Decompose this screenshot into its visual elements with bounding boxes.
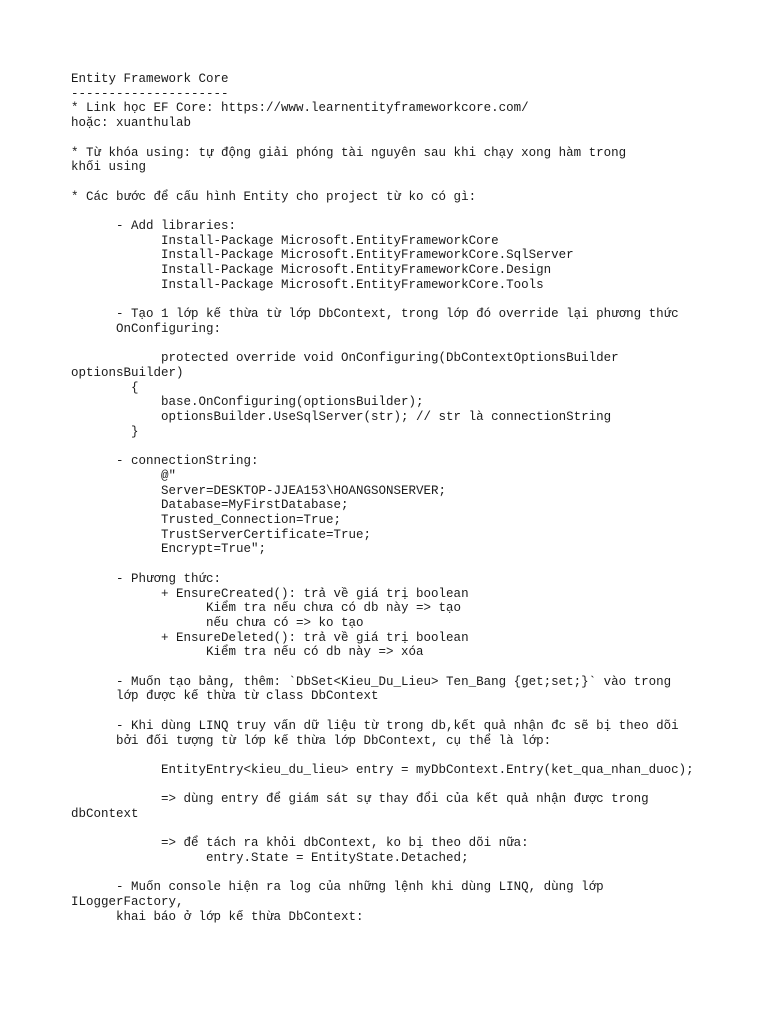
document-line — [71, 440, 751, 455]
document-line — [71, 293, 751, 308]
document-line: Kiểm tra nếu chưa có db này => tạo — [71, 601, 462, 616]
document-line: optionsBuilder) — [71, 365, 184, 380]
document-line: + EnsureDeleted(): trả về giá trị boolean — [71, 630, 469, 645]
document-line — [71, 175, 751, 190]
document-line: lớp được kế thừa từ class DbContext — [71, 689, 379, 704]
document-line — [71, 557, 751, 572]
document-line: * Từ khóa using: tự động giải phóng tài nguyên sau khi chạy xong hàm trong — [71, 145, 627, 160]
document-line — [71, 337, 751, 352]
document-line: Kiểm tra nếu có db này => xóa — [71, 645, 424, 660]
document-line: @" — [71, 468, 177, 483]
document-line: Install-Package Microsoft.EntityFrameworkCore.Tools — [71, 277, 544, 292]
document-line: => để tách ra khỏi dbContext, ko bị theo dõi nữa: — [71, 836, 529, 851]
document-line — [71, 748, 751, 763]
document-line: khai báo ở lớp kế thừa DbContext: — [71, 909, 364, 924]
document-line — [71, 660, 751, 675]
document-line: => dùng entry để giám sát sự thay đổi của kết quả nhận được trong — [71, 792, 649, 807]
document-line: khối using — [71, 160, 147, 175]
document-line: - connectionString: — [71, 454, 259, 469]
document-line: Entity Framework Core — [71, 72, 229, 86]
document-line: Install-Package Microsoft.EntityFrameworkCore — [71, 233, 499, 248]
document-line: - Tạo 1 lớp kế thừa từ lớp DbContext, trong lớp đó override lại phương thức — [71, 307, 679, 322]
document-line: - Khi dùng LINQ truy vấn dữ liệu từ trong db,kết quả nhận đc sẽ bị theo dõi — [71, 718, 679, 733]
document-line: protected override void OnConfiguring(DbContextOptionsBuilder — [71, 351, 619, 366]
document-line: TrustServerCertificate=True; — [71, 527, 372, 542]
document-line: base.OnConfiguring(optionsBuilder); — [71, 395, 424, 410]
document-line: - Muốn console hiện ra log của những lệnh khi dùng LINQ, dùng lớp — [71, 880, 604, 895]
document-line: + EnsureCreated(): trả về giá trị boolean — [71, 586, 469, 601]
document-line: Database=MyFirstDatabase; — [71, 498, 349, 513]
document-line: bởi đối tượng từ lớp kế thừa lớp DbContext, cụ thể là lớp: — [71, 733, 552, 748]
document-line: nếu chưa có => ko tạo — [71, 615, 364, 630]
document-line: } — [71, 424, 139, 439]
document-line: { — [71, 380, 139, 395]
document-line — [71, 822, 751, 837]
document-line: entry.State = EntityState.Detached; — [71, 851, 469, 866]
document-line: Install-Package Microsoft.EntityFrameworkCore.SqlServer — [71, 248, 574, 263]
document-line: * Link học EF Core: https://www.learnentityframeworkcore.com/ — [71, 101, 529, 116]
document-line: Server=DESKTOP-JJEA153\HOANGSONSERVER; — [71, 483, 447, 498]
document-line — [71, 866, 751, 881]
document-line: - Phương thức: — [71, 571, 222, 586]
document-line: - Add libraries: — [71, 218, 237, 233]
document-line: Install-Package Microsoft.EntityFrameworkCore.Design — [71, 263, 552, 278]
document-line: dbContext — [71, 806, 139, 821]
document-line: ILoggerFactory, — [71, 895, 184, 910]
document-line — [71, 204, 751, 219]
document-line — [71, 131, 751, 146]
document-line: OnConfiguring: — [71, 321, 222, 336]
document-line: Encrypt=True"; — [71, 542, 267, 557]
document-line — [71, 778, 751, 793]
document-line: EntityEntry<kieu_du_lieu> entry = myDbContext.Entry(ket_qua_nhan_duoc); — [71, 762, 694, 777]
document-line: Trusted_Connection=True; — [71, 513, 342, 527]
document-line — [71, 704, 751, 719]
document-line: - Muốn tạo bảng, thêm: `DbSet<Kieu_Du_Lieu> Ten_Bang {get;set;}` vào trong — [71, 674, 672, 689]
document-line: --------------------- — [71, 86, 229, 101]
document-text — [71, 72, 751, 925]
document-line: hoặc: xuanthulab — [71, 116, 192, 131]
document-line: * Các bước để cấu hình Entity cho project từ ko có gì: — [71, 189, 477, 204]
document-line: optionsBuilder.UseSqlServer(str); // str là connectionString — [71, 410, 612, 425]
